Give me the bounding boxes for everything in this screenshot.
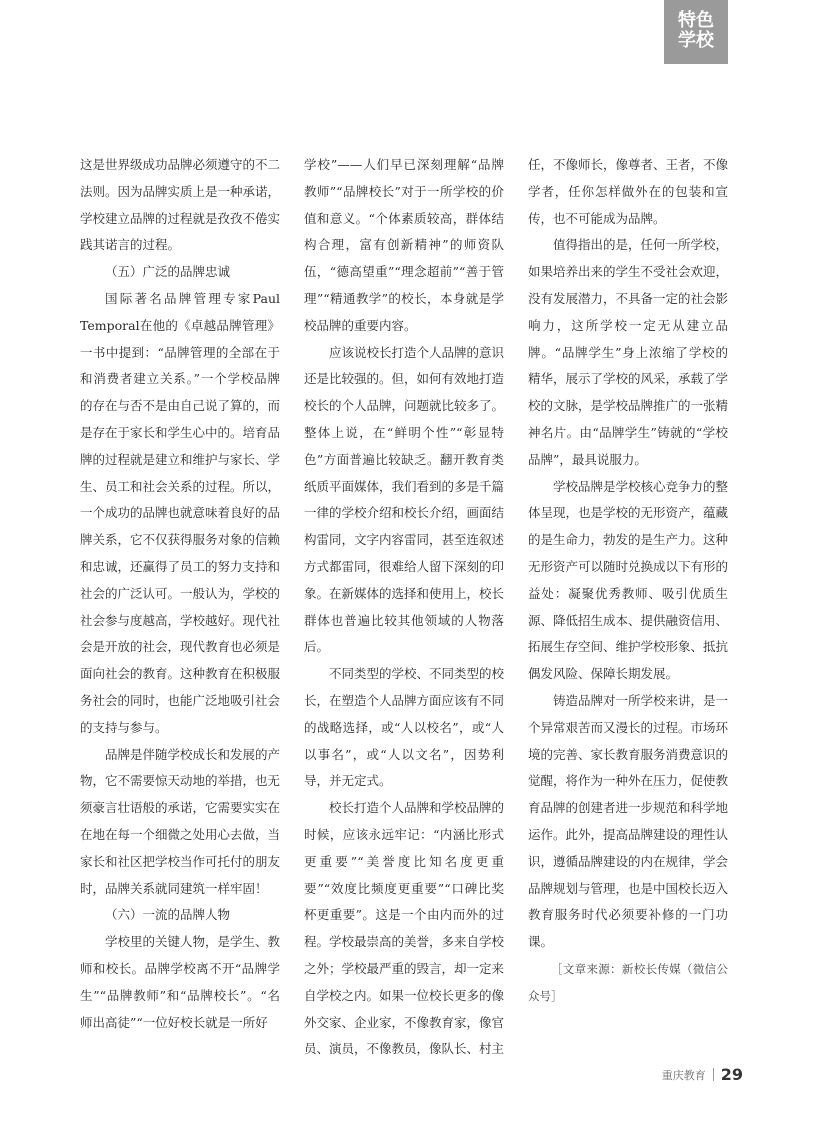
paragraph: 学校品牌是学校核心竞争力的整体呈现，也是学校的无形资产，蕴藏的是生命力，勃发的是生产力。这种无形资产可以随时兑换成以下有形的益处：凝聚优秀教师、吸引优质生源、降低招生成本、提供融资信用、拓展生存空间、维护学校形象、抵抗偶发风险、保障长期发展。: [528, 478, 729, 682]
page-footer: [662, 1065, 743, 1084]
paragraph: 学校里的关键人物，是学生、教师和校长。品牌学校离不开“品牌学生”“品牌教师”和“品牌校长”。“名师出高徒”“一位好校长就是一所好: [80, 934, 281, 1030]
text-column-3: [528, 152, 728, 1010]
section-tag-line1: 特色: [678, 10, 714, 31]
footer-divider: [713, 1068, 714, 1081]
text-column-1: [80, 152, 280, 1036]
paragraph: 铸造品牌对一所学校来讲，是一个异常艰苦而又漫长的过程。市场环境的完善、家长教育服务消费意识的觉醒，将作为一种外在压力，促使教育品牌的创建者进一步规范和科学地运作。此外，提高品牌建设的理性认识，遵循品牌建设的内在规律，学会品牌规划与管理，也是中国校长迈入教育服务时代必须要补修的一门功课。: [528, 692, 729, 950]
paragraph: 学校”——人们早已深刻理解“品牌教师”“品牌校长”对于一所学校的价值和意义。“个体素质较高，群体结构合理，富有创新精神”的师资队伍，“德高望重”“理念超前”“善于管理”“精通教学”的校长，本身就是学校品牌的重要内容。: [304, 157, 504, 333]
paragraph: 任，不像师长，像尊者、王者，不像学者，任你怎样做外在的包装和宣传，也不可能成为品牌。: [528, 157, 729, 226]
paragraph: 应该说校长打造个人品牌的意识还是比较强的。但，如何有效地打造校长的个人品牌，问题就比较多了。整体上说，在“鲜明个性”“彰显特色”方面普遍比较缺乏。翻开教育类纸质平面媒体，我们看到的多是千篇一律的学校介绍和校长介绍，画面结构雷同，文字内容雷同，甚至连叙述方式都雷同，很难给人留下深刻的印象。在新媒体的选择和使用上，校长群体也普遍比较其他领域的人物落后。: [304, 344, 505, 655]
paragraph: 国际著名品牌管理专家Paul Temporal在他的《卓越品牌管理》一书中提到：“品牌管理的全部在于和消费者建立关系。”一个学校品牌的存在与否不是由自己说了算的，而是存在于家长和学生心中的。培育品牌的过程就是建立和维护与家长、学生、员工和社会关系的过程。所以，一个成功的品牌也就意味着良好的品牌关系，它不仅获得服务对象的信赖和忠诚，还赢得了员工的努力支持和社会的广泛认可。一般认为，学校的社会参与度越高，学校越好。现代社会是开放的社会，现代教育也必须是面向社会的教育。这种教育在积极服务社会的同时，也能广泛地吸引社会的支持与参与。: [80, 290, 281, 735]
page-number: 29: [720, 1065, 743, 1084]
source-note: ［文章来源：新校长传媒（微信公众号］: [528, 961, 728, 1003]
journal-name: 重庆教育: [661, 1068, 706, 1082]
paragraph: 不同类型的学校、不同类型的校长，在塑造个人品牌方面应该有不同的战略选择，或“人以校名”，或“人以事名”，或“人以文名”，因势利导，并无定式。: [304, 666, 505, 789]
section-tag-line2: 学校: [678, 30, 714, 51]
paragraph: 值得指出的是，任何一所学校，如果培养出来的学生不受社会欢迎，没有发展潜力，不具备一定的社会影响力，这所学校一定无从建立品牌。“品牌学生”身上浓缩了学校的精华，展示了学校的风采，承载了学校的文脉，是学校品牌推广的一张精神名片。由“品牌学生”铸就的“学校品牌”，最具说服力。: [528, 237, 729, 467]
paragraph: 这是世界级成功品牌必须遵守的不二法则。因为品牌实质上是一种承诺，学校建立品牌的过程就是孜孜不倦实践其诺言的过程。: [80, 157, 281, 253]
paragraph: 校长打造个人品牌和学校品牌的时候，应该永远牢记：“内涵比形式更重要”“美誉度比知名度更重要”“效度比频度更重要”“口碑比奖杯更重要”。这是一个由内而外的过程。学校最崇高的美誉，多来自学校之外；学校最严重的毁言，却一定来自学校之内。如果一位校长更多的像外交家、企业家，不像教育家，像官员、演员，不像教员，像队长、村主: [304, 800, 505, 1057]
section-heading: （五）广泛的品牌忠诚: [105, 264, 231, 280]
section-tag: [664, 0, 728, 64]
paragraph: 品牌是伴随学校成长和发展的产物，它不需要惊天动地的举措，也无须豪言壮语般的承诺，它需要实实在在地在每一个细微之处用心去做，当家长和社区把学校当作可托付的朋友时，品牌关系就同建筑一样牢固！: [80, 746, 281, 896]
section-heading: （六）一流的品牌人物: [105, 907, 231, 923]
text-column-2: [304, 152, 504, 1063]
